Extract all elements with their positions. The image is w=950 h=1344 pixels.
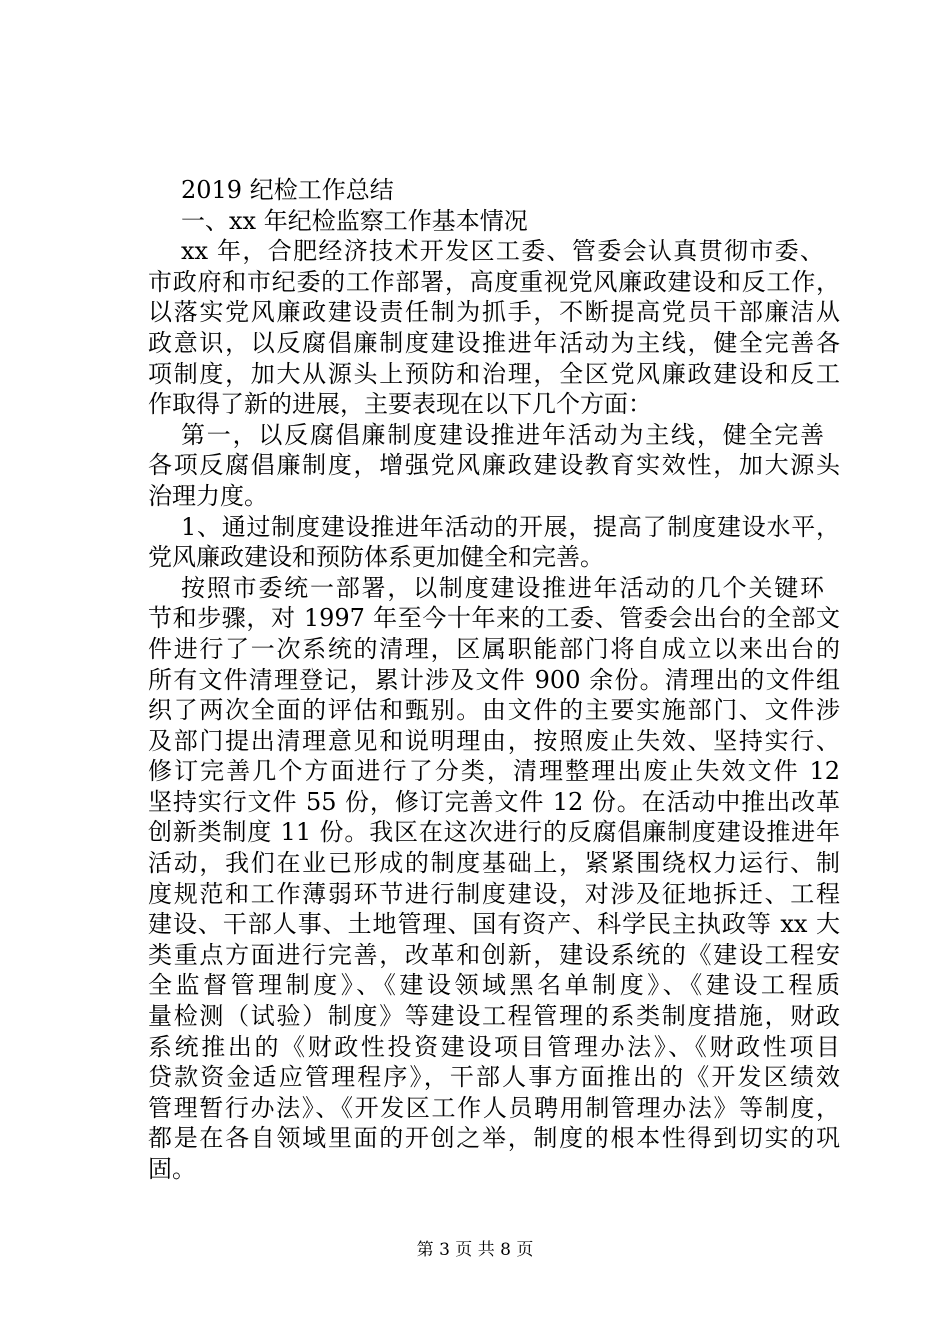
page-footer: 第 3 页 共 8 页 xyxy=(416,1240,534,1260)
title-paragraph xyxy=(148,175,840,206)
paragraph-line: 以落实党风廉政建设责任制为抓手，不断提高党员干部廉洁从 xyxy=(148,298,840,327)
paragraph-item-1 xyxy=(148,512,840,573)
paragraph-details xyxy=(148,573,840,1185)
paragraph-line: 贷款资金适应管理程序》，干部人事方面推出的《开发区绩效 xyxy=(148,1063,840,1092)
paragraph-line: 类重点方面进行完善，改革和创新，建设系统的《建设工程安 xyxy=(148,940,840,969)
paragraph-line: 度规范和工作薄弱环节进行制度建设，对涉及征地拆迁、工程 xyxy=(148,879,840,908)
paragraph-line: 坚持实行文件 55 份，修订完善文件 12 份。在活动中推出改革 xyxy=(148,787,840,816)
paragraph-line: 政意识，以反腐倡廉制度建设推进年活动为主线，健全完善各 xyxy=(148,328,840,357)
paragraph-overview xyxy=(148,236,840,420)
document-title: 2019 纪检工作总结 xyxy=(181,176,394,204)
document-body xyxy=(148,175,840,1185)
paragraph-line: 作取得了新的进展，主要表现在以下几个方面： xyxy=(148,390,652,419)
paragraph-line: 全监督管理制度》、《建设领域黑名单制度》、《建设工程质 xyxy=(148,971,840,1000)
paragraph-line: 治理力度。 xyxy=(148,481,268,510)
paragraph-line: 都是在各自领域里面的开创之举，制度的根本性得到切实的巩 xyxy=(148,1124,840,1153)
paragraph-line: 修订完善几个方面进行了分类，清理整理出废止失效文件 12 xyxy=(148,757,840,786)
paragraph-line: 第一，以反腐倡廉制度建设推进年活动为主线，健全完善 xyxy=(181,420,824,449)
paragraph-line: 创新类制度 11 份。我区在这次进行的反腐倡廉制度建设推进年 xyxy=(148,818,840,847)
paragraph-line: 1、通过制度建设推进年活动的开展，提高了制度建设水平， xyxy=(181,512,840,541)
paragraph-line: 织了两次全面的评估和甄别。由文件的主要实施部门、文件涉 xyxy=(148,696,840,725)
section-heading: 一、xx 年纪检监察工作基本情况 xyxy=(181,206,528,235)
paragraph-line: 按照市委统一部署，以制度建设推进年活动的几个关键环 xyxy=(181,573,824,602)
paragraph-line: xx 年，合肥经济技术开发区工委、管委会认真贯彻市委、 xyxy=(181,237,824,266)
paragraph-line: 市政府和市纪委的工作部署，高度重视党风廉政建设和反工作， xyxy=(148,267,840,296)
paragraph-line: 系统推出的《财政性投资建设项目管理办法》、《财政性项目 xyxy=(148,1032,840,1061)
paragraph-first-point xyxy=(148,420,840,512)
heading-paragraph xyxy=(148,206,840,237)
paragraph-line: 活动，我们在业已形成的制度基础上，紧紧围绕权力运行、制 xyxy=(148,849,840,878)
paragraph-line: 管理暂行办法》、《开发区工作人员聘用制管理办法》等制度， xyxy=(148,1093,840,1122)
paragraph-line: 及部门提出清理意见和说明理由，按照废止失效、坚持实行、 xyxy=(148,726,840,755)
paragraph-line: 建设、干部人事、土地管理、国有资产、科学民主执政等 xx 大 xyxy=(148,910,840,939)
paragraph-line: 量检测（试验）制度》等建设工程管理的系类制度措施，财政 xyxy=(148,1002,840,1031)
paragraph-line: 节和步骤，对 1997 年至今十年来的工委、管委会出台的全部文 xyxy=(148,604,840,633)
paragraph-line: 项制度，加大从源头上预防和治理，全区党风廉政建设和反工 xyxy=(148,359,840,388)
paragraph-line: 各项反腐倡廉制度，增强党风廉政建设教育实效性，加大源头 xyxy=(148,451,840,480)
paragraph-line: 件进行了一次系统的清理，区属职能部门将自成立以来出台的 xyxy=(148,634,840,663)
paragraph-line: 固。 xyxy=(148,1155,196,1183)
paragraph-line: 所有文件清理登记，累计涉及文件 900 余份。清理出的文件组 xyxy=(148,665,840,694)
paragraph-line: 党风廉政建设和预防体系更加健全和完善。 xyxy=(148,543,604,572)
